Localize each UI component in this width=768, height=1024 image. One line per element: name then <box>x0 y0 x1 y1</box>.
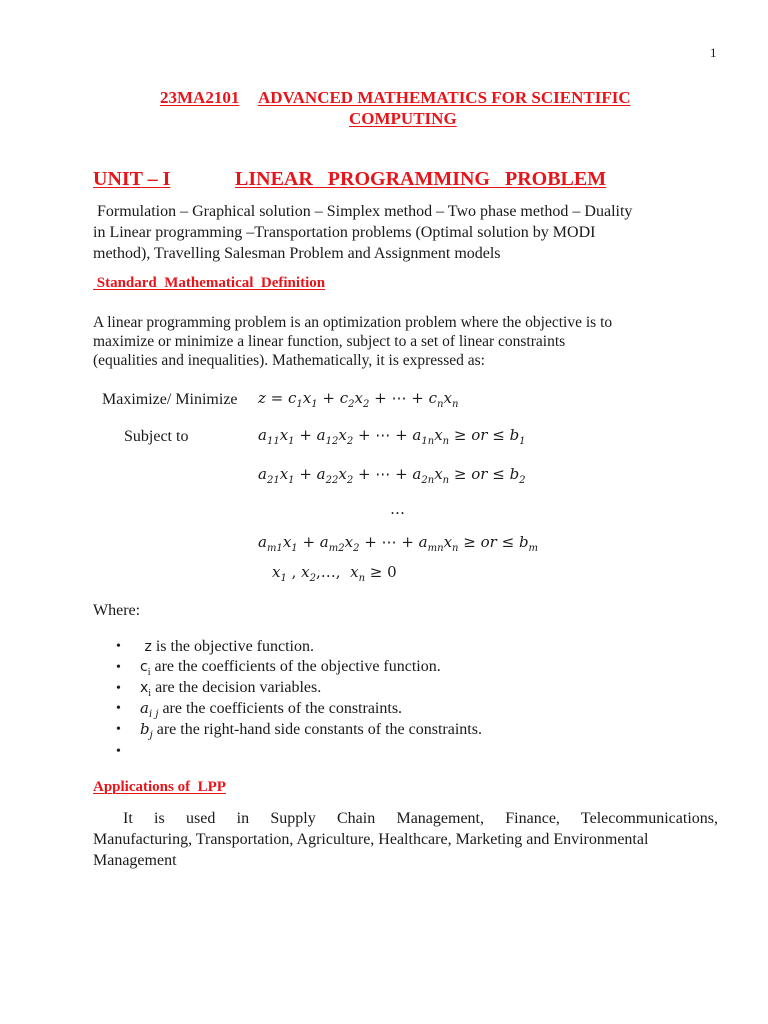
constraint-m: $a_{m1}x_1 + a_{m2}x_2$ + ⋯ + $a_{mn}x_n$ ≥ or ≤ $b_m$ <box>258 533 539 554</box>
definition-line-2: maximize or minimize a linear function, subject to a set of linear constraints <box>93 333 566 350</box>
bullet-icon-empty: • <box>116 744 121 759</box>
syllabus-line-1: Formulation – Graphical solution – Simplex method – Two phase method – Duality <box>93 203 633 220</box>
list-item: $x_i$ are the decision variables. <box>140 679 322 699</box>
bullet-icon: • <box>116 681 121 696</box>
course-code: 23MA2101 <box>160 88 240 107</box>
page-number: 1 <box>710 45 717 60</box>
bullet-icon: • <box>116 660 121 675</box>
bullet-icon: • <box>116 722 121 737</box>
list-item: $c_i$ are the coefficients of the objective function. <box>140 658 441 678</box>
course-title-line1: ADVANCED MATHEMATICS FOR SCIENTIFIC <box>258 88 631 107</box>
constraint-1: $a_{11}x_1 + a_{12}x_2$ + ⋯ + $a_{1n}x_n$ ≥ or ≤ $b_1$ <box>258 426 526 447</box>
syllabus-line-3: method), Travelling Salesman Problem and Assignment models <box>93 245 501 262</box>
constraint-ellipsis: … <box>390 500 405 518</box>
constraint-2: $a_{21}x_1 + a_{22}x_2$ + ⋯ + $a_{2n}x_n$ ≥ or ≤ $b_2$ <box>258 465 526 486</box>
syllabus-line-2: in Linear programming –Transportation problems (Optimal solution by MODI <box>93 224 596 241</box>
course-title-line2: COMPUTING <box>349 109 457 128</box>
bullet-icon: • <box>116 701 121 716</box>
where-label: Where: <box>93 602 141 619</box>
applications-line-1: It is used in Supply Chain Management, Finance, Telecommunications, <box>123 810 718 827</box>
list-item: z is the objective function. <box>144 638 314 655</box>
non-negativity: $x_1$ , $x_2,\dots$, $x_n \ge 0$ <box>272 563 397 584</box>
definition-heading: Standard Mathematical Definition <box>93 275 326 291</box>
unit-label: UNIT – I <box>93 168 171 190</box>
objective-prefix: Maximize/ Minimize <box>102 391 238 408</box>
applications-line-3: Management <box>93 852 177 869</box>
definition-line-3: (equalities and inequalities). Mathematically, it is expressed as: <box>93 352 485 369</box>
definition-line-1: A linear programming problem is an optimization problem where the objective is to <box>93 314 613 331</box>
list-item: $b_j$ are the right-hand side constants of the constraints. <box>140 720 482 741</box>
subject-to-label: Subject to <box>124 428 189 445</box>
objective-function: $z = c_1x_1 + c_2x_2$ + ⋯ + $c_nx_n$ <box>258 389 459 410</box>
applications-line-2: Manufacturing, Transportation, Agriculture, Healthcare, Marketing and Environmental <box>93 831 649 848</box>
bullet-icon: • <box>116 639 121 654</box>
applications-heading: Applications of LPP <box>93 779 226 795</box>
unit-title: LINEAR PROGRAMMING PROBLEM <box>235 168 607 190</box>
list-item: $a_{i j}$ are the coefficients of the constraints. <box>140 699 403 720</box>
